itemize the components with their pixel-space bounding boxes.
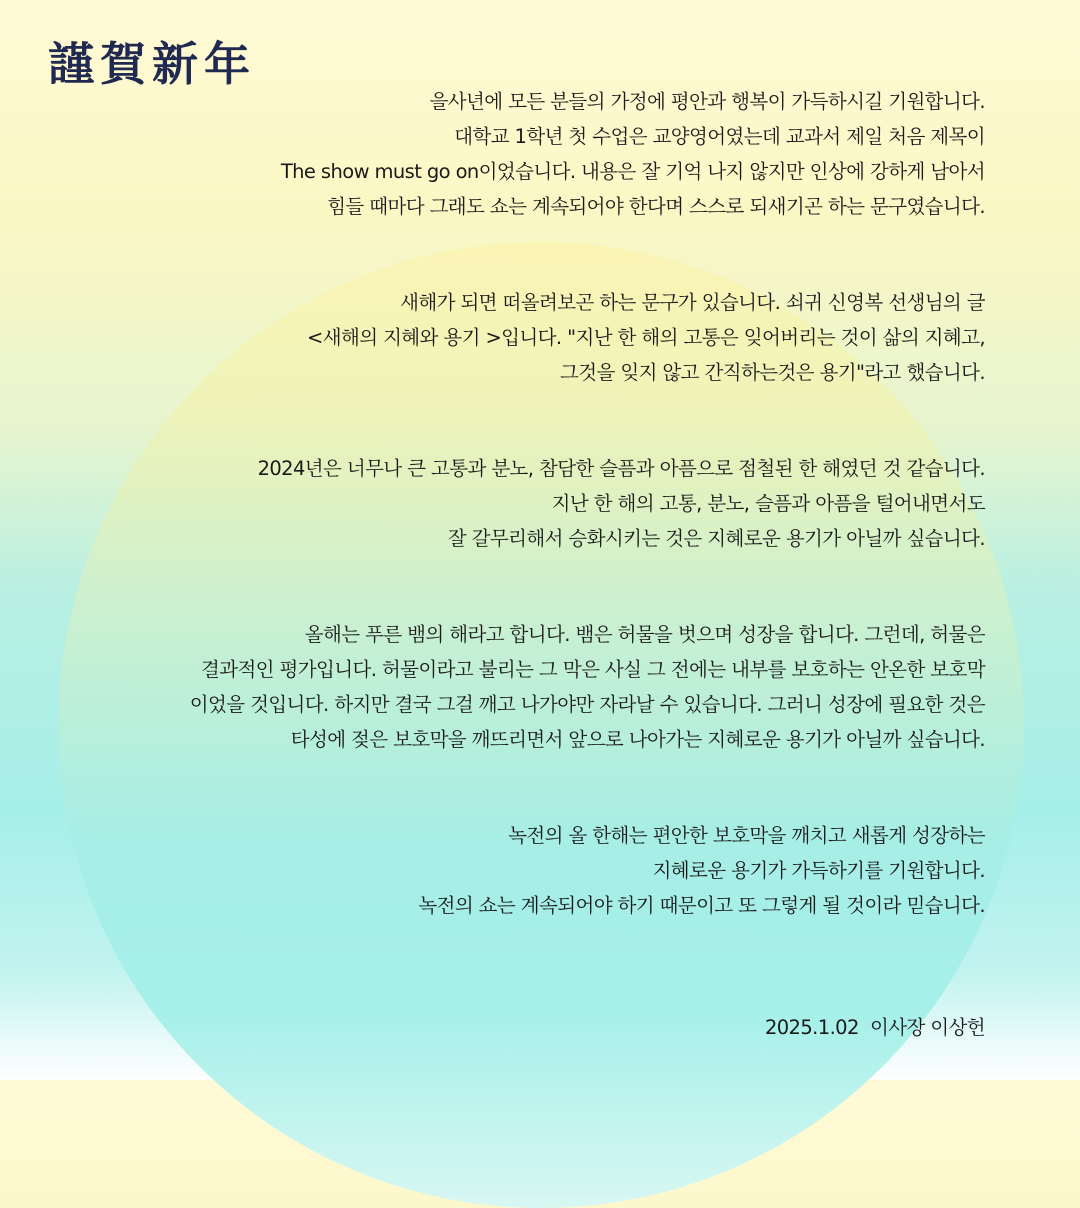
text-line: The show must go on이었습니다. 내용은 잘 기억 나지 않지만 인상에 강하게 남아서 xyxy=(280,160,985,183)
text-line: 녹전의 쇼는 계속되어야 하기 때문이고 또 그렇게 될 것이라 믿습니다. xyxy=(418,894,985,917)
text-line: 새해가 되면 떠올려보곤 하는 문구가 있습니다. 쇠귀 신영복 선생님의 글 xyxy=(400,291,985,314)
text-line: <새해의 지혜와 용기 >입니다. "지난 한 해의 고통은 잊어버리는 것이 삶의 지혜고, xyxy=(307,326,985,349)
text-line: 잘 갈무리해서 승화시키는 것은 지혜로운 용기가 아닐까 싶습니다. xyxy=(447,527,985,550)
text-line: 타성에 젖은 보호막을 깨뜨리면서 앞으로 나아가는 지혜로운 용기가 아닐까 싶습니다. xyxy=(290,728,985,751)
paragraph-1 xyxy=(25,84,985,224)
text-line: 녹전의 올 한해는 편안한 보호막을 깨치고 새롭게 성장하는 xyxy=(508,824,985,847)
paragraph-5 xyxy=(25,818,985,923)
letter-body xyxy=(25,84,985,984)
text-line: 올해는 푸른 뱀의 해라고 합니다. 뱀은 허물을 벗으며 성장을 합니다. 그런데, 허물은 xyxy=(304,623,985,646)
signature-line: 2025.1.02 이사장 이상헌 xyxy=(764,1016,985,1039)
text-line: 이었을 것입니다. 하지만 결국 그걸 깨고 나가야만 자라날 수 있습니다. 그러니 성장에 필요한 것은 xyxy=(189,693,985,716)
paragraph-2 xyxy=(25,285,985,390)
page-title: 謹賀新年 xyxy=(48,37,256,91)
text-line: 지난 한 해의 고통, 분노, 슬픔과 아픔을 털어내면서도 xyxy=(551,492,985,515)
paragraph-4 xyxy=(25,617,985,757)
text-line: 2024년은 너무나 큰 고통과 분노, 참담한 슬픔과 아픔으로 점철된 한 해였던 것 같습니다. xyxy=(257,457,985,480)
text-line: 결과적인 평가입니다. 허물이라고 불리는 그 막은 사실 그 전에는 내부를 보호하는 안온한 보호막 xyxy=(200,658,985,681)
text-line: 지혜로운 용기가 가득하기를 기원합니다. xyxy=(652,859,985,882)
text-line: 그것을 잊지 않고 간직하는것은 용기"라고 했습니다. xyxy=(560,361,985,384)
text-line: 대학교 1학년 첫 수업은 교양영어였는데 교과서 제일 처음 제목이 xyxy=(454,125,985,148)
text-line: 을사년에 모든 분들의 가정에 평안과 행복이 가득하시길 기원합니다. xyxy=(429,90,985,113)
text-line: 힘들 때마다 그래도 쇼는 계속되어야 한다며 스스로 되새기곤 하는 문구였습니다. xyxy=(327,195,985,218)
paragraph-3 xyxy=(25,451,985,556)
